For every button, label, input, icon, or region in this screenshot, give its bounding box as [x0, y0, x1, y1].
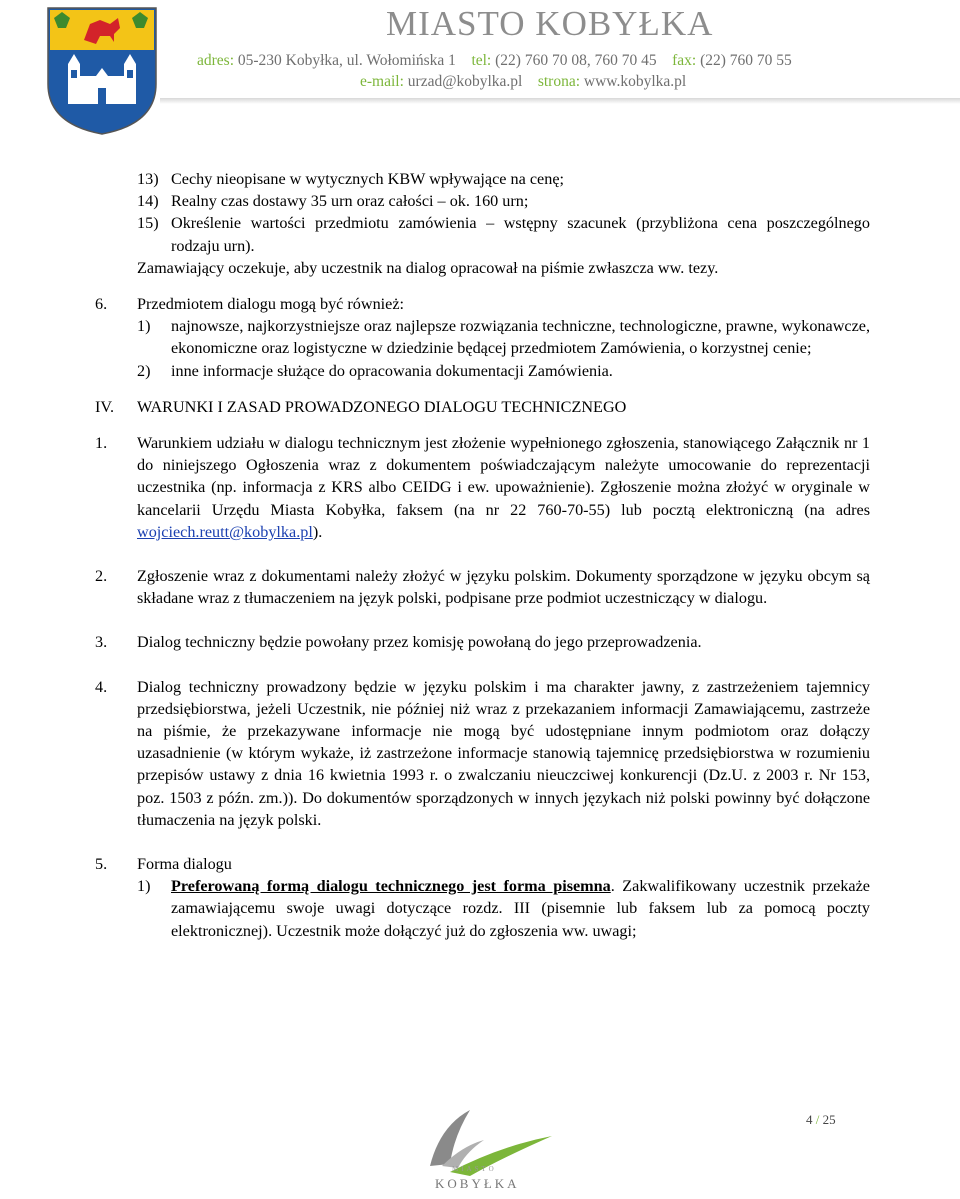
list-item: 15) Określenie wartości przedmiotu zamówienia – wstępny szacunek (przybliżona cena poszczególnego rodzaju urn).	[137, 214, 870, 255]
email-label: e-mail:	[360, 73, 404, 90]
address-value: 05-230 Kobyłka, ul. Wołomińska 1	[237, 52, 456, 69]
section-heading: IV. WARUNKI I ZASAD PROWADZONEGO DIALOGU TECHNICZNEGO	[95, 397, 627, 416]
header-divider	[160, 98, 960, 104]
tel-label: tel:	[471, 52, 492, 69]
list-item: 14) Realny czas dostawy 35 urn oraz całości – ok. 160 urn;	[137, 192, 529, 211]
web-label: strona:	[537, 73, 581, 90]
footer-logo-caption: MIASTO	[452, 1165, 497, 1173]
web-value: www.kobylka.pl	[583, 73, 687, 90]
address-label: adres:	[197, 52, 235, 69]
paragraph-5: 5. Forma dialogu 1) Preferowaną formą dialogu technicznego jest forma pisemna. Zakwalifikowany uczestnik przekaże zamawiającemu swoje uwagi dotyczące rozdz. III (pisemnie lub faksem lub za pomocą poczty elektronicznej). Uczestnik może dołączyć już do zgłoszenia ww. uwagi;	[95, 853, 870, 942]
paragraph-2: 2. Zgłoszenie wraz z dokumentami należy złożyć w języku polskim. Dokumenty sporządzone w języku obcym są składane wraz z tłumaczeniem na język polski, podpisane prze podmiot uczestniczący w dialogu.	[95, 567, 870, 608]
document-body	[95, 168, 870, 942]
org-title: MIASTO KOBYŁKA	[386, 4, 714, 43]
note-paragraph: Zamawiający oczekuje, aby uczestnik na dialog opracował na piśmie zwłaszcza ww. tezy.	[137, 258, 719, 277]
emphasis-text: Preferowaną formą dialogu technicznego jest forma pisemna	[171, 877, 611, 896]
tel-value: (22) 760 70 08, 760 70 45	[495, 52, 657, 69]
list-item: 1) Preferowaną formą dialogu technicznego jest forma pisemna. Zakwalifikowany uczestnik przekaże zamawiającemu swoje uwagi dotyczące rozdz. III (pisemnie lub faksem lub za pomocą poczty elektronicznej). Uczestnik może dołączyć już do zgłoszenia ww. uwagi;	[137, 877, 870, 940]
city-crest-icon	[46, 6, 158, 136]
contact-row-2	[360, 73, 686, 91]
list-item: 2) inne informacje służące do opracowania dokumentacji Zamówienia.	[137, 361, 613, 380]
footer-logo-name: KOBYŁKA	[435, 1176, 520, 1191]
email-value: urzad@kobylka.pl	[407, 73, 523, 90]
contact-row-1	[197, 52, 792, 70]
email-link[interactable]: wojciech.reutt@kobylka.pl	[137, 522, 313, 541]
list-item: 1) najnowsze, najkorzystniejsze oraz najlepsze rozwiązania techniczne, technologiczne, prawne, wykonawcze, ekonomiczne oraz logistyczne w dziedzinie będącej przedmiotem Zamówienia, o korzystnej cenie;	[137, 317, 870, 358]
paragraph-4: 4. Dialog techniczny prowadzony będzie w języku polskim i ma charakter jawny, z zastrzeżeniem tajemnicy przedsiębiorstwa, jeżeli Uczestnik, nie później niż wraz z przekazaniem informacji Zamawiającemu, zastrzeże na piśmie, że przekazywane informacje nie mogą być udostępniane innym podmiotom oraz dołączy uzasadnienie (w którym wykaże, iż zastrzeżone informacje stanowią tajemnicę przedsiębiorstwa w rozumieniu przepisów ustawy z dnia 16 kwietnia 1993 r. o zwalczaniu nieuczciwej konkurencji (Dz.U. z 2003 r. Nr 153, poz. 1503 z późn. zm.)). Do dokumentów sporządzonych w innych językach niż polski powinny być dołączone tłumaczenia na język polski.	[95, 677, 870, 829]
paragraph-1: 1. Warunkiem udziału w dialogu technicznym jest złożenie wypełnionego zgłoszenia, stanowiącego Załącznik nr 1 do niniejszego Ogłoszenia wraz z dokumentem poświadczającym należyte umocowanie do reprezentacji uczestnika (np. informacja z KRS albo CEIDG i ew. upoważnienie). Zgłoszenie można złożyć w oryginale w kancelarii Urzędu Miasta Kobyłka, faksem (na nr 22 760-70-55) lub pocztą elektroniczną (na adres wojciech.reutt@kobylka.pl).	[95, 434, 870, 541]
paragraph-3: 3. Dialog techniczny będzie powołany przez komisję powołaną do jego przeprowadzenia.	[95, 633, 702, 652]
fax-value: (22) 760 70 55	[700, 52, 792, 69]
letterhead	[0, 0, 960, 140]
fax-label: fax:	[672, 52, 697, 69]
list-item: 13) Cechy nieopisane w wytycznych KBW wpływające na cenę;	[137, 170, 565, 188]
page-number: 4 / 25	[806, 1112, 836, 1127]
item-6: 6. Przedmiotem dialogu mogą być również: 1) najnowsze, najkorzystniejsze oraz najlepsze rozwiązania techniczne, technologiczne, prawne, wykonawcze, ekonomiczne oraz logistyczne w dziedzinie będącej przedmiotem Zamówienia, o korzystnej cenie; 2) inne informacje służące do opracowania dokumentacji Zamówienia.	[95, 293, 870, 382]
